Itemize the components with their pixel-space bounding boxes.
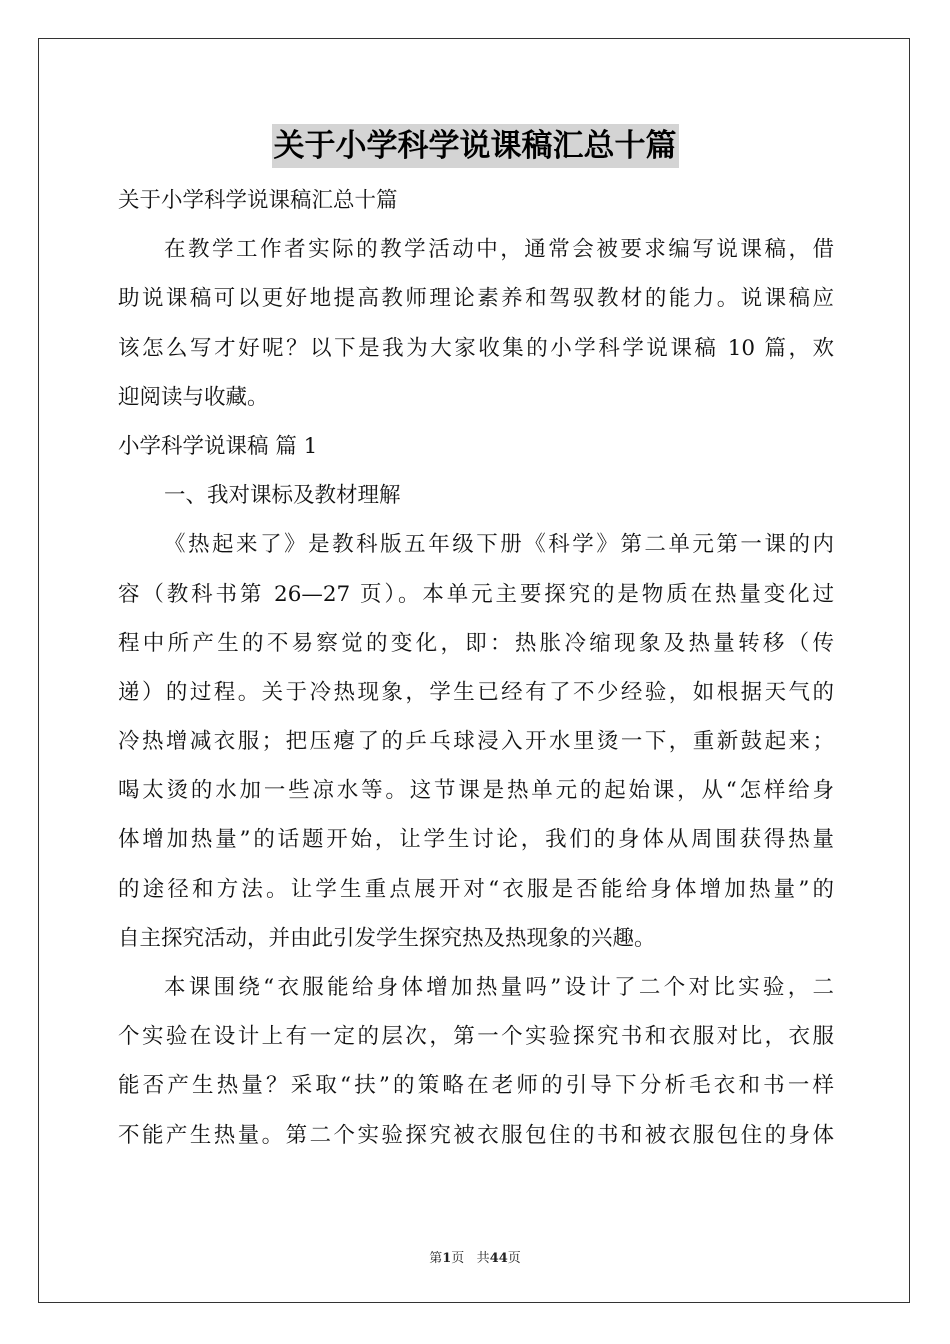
text-line: 体增加热量”的话题开始，让学生讨论，我们的身体从周围获得热量 bbox=[118, 827, 834, 853]
document-body bbox=[118, 176, 834, 1160]
page-suffix: 页 bbox=[451, 1251, 465, 1266]
text-line: 能否产生热量？采取“扶”的策略在老师的引导下分析毛衣和书一样 bbox=[118, 1073, 834, 1099]
text-line: 不能产生热量。第二个实验探究被衣服包住的书和被衣服包住的身体 bbox=[118, 1122, 834, 1148]
total-prefix: 共 bbox=[476, 1251, 490, 1266]
text-line: 关于小学科学说课稿汇总十篇 bbox=[118, 188, 398, 213]
page-prefix: 第 bbox=[429, 1251, 443, 1266]
total-pages: 44 bbox=[489, 1251, 508, 1266]
page-footer bbox=[0, 1247, 950, 1266]
text-line: 冷热增减衣服；把压瘪了的乒乓球浸入开水里烫一下，重新鼓起来； bbox=[118, 729, 834, 755]
text-line: 助说课稿可以更好地提高教师理论素养和驾驭教材的能力。说课稿应 bbox=[118, 286, 834, 312]
text-line: 喝太烫的水加一些凉水等。这节课是热单元的起始课，从“怎样给身 bbox=[118, 778, 834, 804]
text-line: 递）的过程。关于冷热现象，学生已经有了不少经验，如根据天气的 bbox=[118, 679, 834, 705]
total-suffix: 页 bbox=[507, 1251, 521, 1266]
text-line: 迎阅读与收藏。 bbox=[118, 384, 269, 410]
text-line: 程中所产生的不易察觉的变化，即：热胀冷缩现象及热量转移（传 bbox=[118, 630, 834, 656]
text-line: 在教学工作者实际的教学活动中，通常会被要求编写说课稿，借 bbox=[164, 237, 834, 263]
title-area bbox=[0, 124, 950, 168]
page-number: 1 bbox=[442, 1251, 452, 1266]
text-line: 一、我对课标及教材理解 bbox=[164, 483, 401, 509]
text-line: 的途径和方法。让学生重点展开对“衣服是否能给身体增加热量”的 bbox=[118, 876, 834, 902]
text-line: 自主探究活动，并由此引发学生探究热及热现象的兴趣。 bbox=[118, 925, 656, 951]
text-line: 个实验在设计上有一定的层次，第一个实验探究书和衣服对比，衣服 bbox=[118, 1024, 834, 1050]
document-title: 关于小学科学说课稿汇总十篇 bbox=[272, 124, 679, 168]
text-line: 该怎么写才好呢？以下是我为大家收集的小学科学说课稿 10 篇，欢 bbox=[118, 335, 834, 361]
text-line: 小学科学说课稿 篇 1 bbox=[118, 433, 318, 459]
text-line: 容（教科书第 26—27 页）。本单元主要探究的是物质在热量变化过 bbox=[118, 581, 834, 607]
text-line: 《热起来了》是教科版五年级下册《科学》第二单元第一课的内 bbox=[164, 532, 834, 558]
text-line: 本课围绕“衣服能给身体增加热量吗”设计了二个对比实验，二 bbox=[164, 975, 834, 1000]
